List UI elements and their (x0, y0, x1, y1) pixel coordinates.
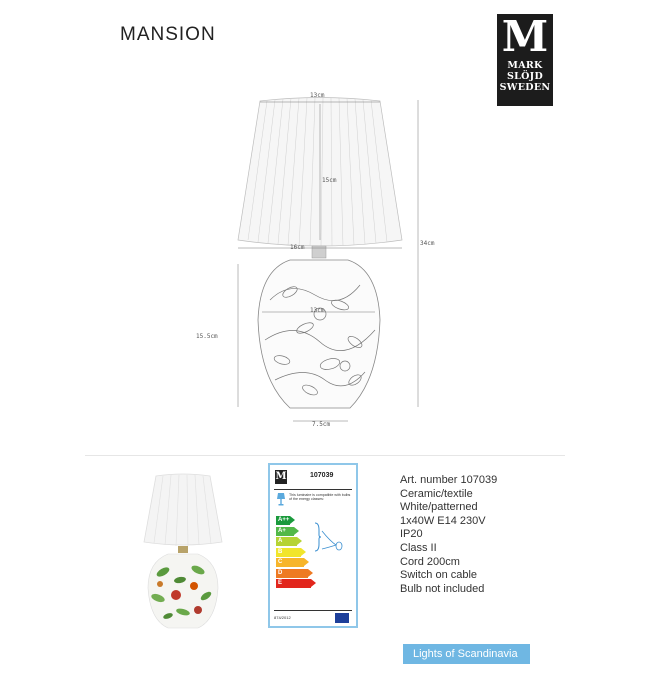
spec-line: Ceramic/textile (400, 487, 473, 500)
lamp-base-shape (258, 260, 380, 408)
energy-class-bars (276, 516, 316, 591)
dim-shade-bottom: 16cm (290, 244, 305, 251)
energy-class-d: D (276, 569, 308, 578)
spec-line: Art. number 107039 (400, 474, 498, 486)
energy-class-c: C (276, 558, 304, 567)
product-photo (128, 470, 238, 638)
footer-tagline: Lights of Scandinavia (403, 644, 530, 664)
lamp-icon (276, 492, 286, 506)
dim-shade-top: 13cm (310, 92, 325, 99)
spec-line: IP20 (400, 528, 423, 541)
spec-line: Switch on cable (400, 569, 478, 582)
spec-line: Cord 200cm (400, 555, 460, 568)
product-title: MANSION (120, 24, 216, 45)
label-rule (274, 489, 352, 490)
energy-class-b: B (276, 548, 301, 557)
logo-line-2: SLÖJD (506, 71, 544, 82)
dim-shade-height: 15cm (322, 177, 337, 184)
energy-class-a: A (276, 537, 297, 546)
brand-logo (497, 14, 553, 106)
dim-base-width: 7.5cm (312, 421, 331, 428)
spec-line: Class II (400, 541, 437, 554)
energy-label (268, 463, 358, 628)
label-rule-bottom (274, 610, 352, 611)
energy-class-aplus: A+ (276, 527, 294, 536)
dim-base-height: 15.5cm (196, 333, 218, 340)
label-compatibility-text: This luminaire is compatible with bulbs of the energy classes: (289, 493, 351, 502)
spec-line: 1x40W E14 230V (400, 514, 486, 527)
technical-drawing (196, 80, 450, 430)
energy-class-aplusplus: A++ (278, 517, 290, 523)
plug-icon (320, 521, 350, 561)
logo-line-1: MARK (507, 60, 543, 71)
spec-line: White/patterned (400, 501, 478, 514)
energy-class-e: E (276, 579, 311, 588)
lamp-drawing-svg (220, 80, 450, 430)
spec-line: Bulb not included (400, 582, 485, 595)
eu-flag-icon (335, 613, 349, 623)
dim-body-width: 13cm (310, 307, 325, 314)
section-divider (85, 455, 565, 456)
logo-initial: M (501, 12, 549, 61)
label-regulation: 874/2012 (274, 615, 291, 620)
dim-total-height: 34cm (420, 240, 435, 247)
logo-line-3: SWEDEN (499, 82, 551, 93)
label-article-number: 107039 (310, 472, 334, 479)
spec-list (400, 474, 497, 596)
label-brand-mark: M (275, 471, 287, 482)
